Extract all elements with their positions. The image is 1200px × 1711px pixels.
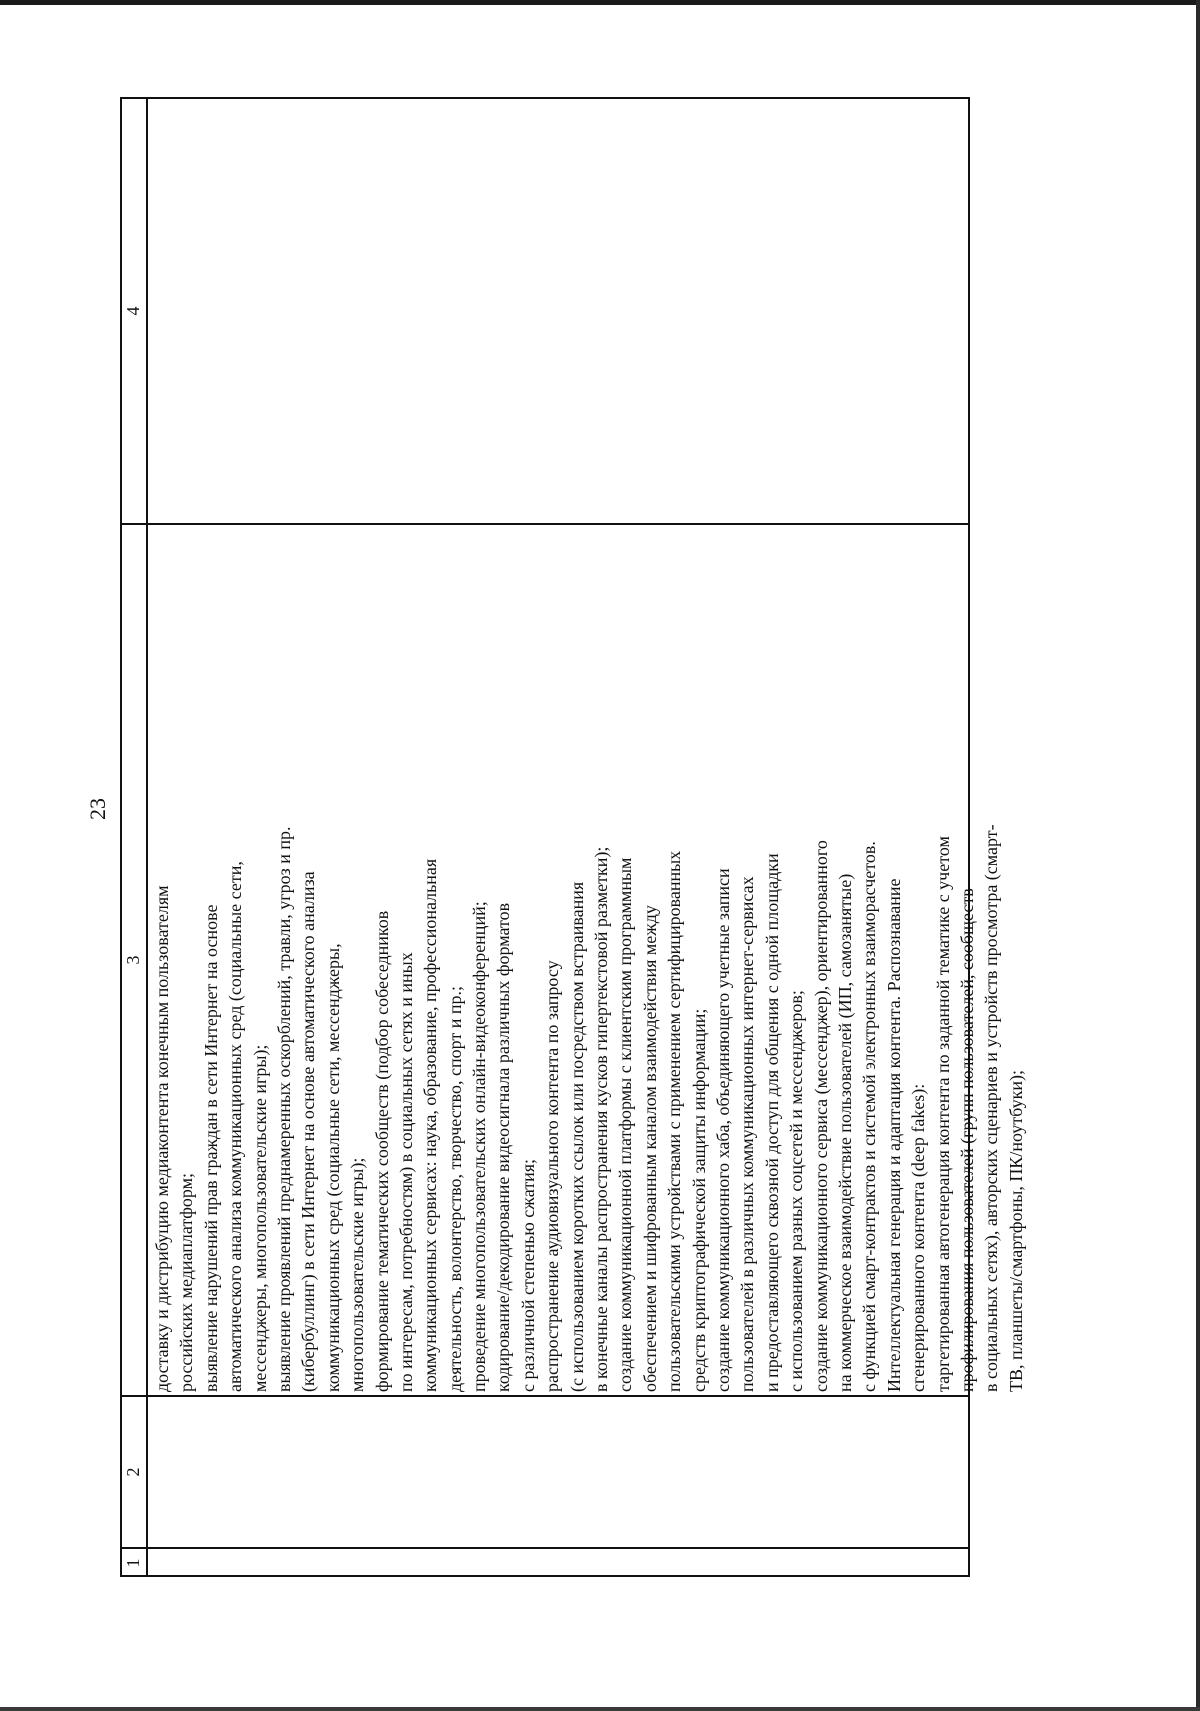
text-line: с использованием разных соцсетей и мессенджеров;: [786, 990, 807, 1392]
text-line: многопользовательские игры);: [347, 1157, 368, 1392]
text-line: деятельность, волонтерство, творчество, спорт и пр.;: [444, 986, 465, 1392]
column-divider: [120, 1395, 970, 1397]
text-line: выявление нарушений прав граждан в сети Интернет на основе: [200, 904, 221, 1392]
text-line: создание коммуникационного сервиса (мессенджер), ориентированного: [810, 840, 831, 1392]
column-header-4: 4: [123, 306, 143, 316]
text-line: формирование тематических сообществ (подбор собеседников: [371, 910, 392, 1392]
text-line: пользовательскими устройствами с применением сертифицированных: [664, 850, 685, 1392]
text-line: (кибербуллинг) в сети Интернет на основе автоматического анализа: [298, 871, 319, 1392]
text-line: и предоставляющего сквозной доступ для общения с одной площадки: [761, 853, 782, 1392]
text-line: коммуникационных сервисах: наука, образование, профессиональная: [420, 858, 441, 1392]
page-number: 23: [85, 798, 110, 820]
text-line: в конечные каналы распространения кусков гипертекстовой разметки);: [591, 846, 612, 1392]
text-line: автоматического анализа коммуникационных сред (социальные сети,: [225, 861, 246, 1392]
column-header-1: 1: [123, 1558, 143, 1568]
text-line: с функцией смарт-контрактов и системой электронных взаиморасчетов.: [859, 841, 880, 1392]
text-line: на коммерческое взаимодействие пользователей (ИП, самозанятые): [834, 873, 855, 1392]
column-header-3: 3: [123, 955, 143, 965]
text-line: профилирования пользователей (групп пользователей, сообществ: [956, 888, 977, 1392]
text-line: обеспечением и шифрованным каналом взаимодействия между: [639, 905, 660, 1392]
text-line: ТВ, планшеты/смартфоны, ПК/ноутбуки);: [1005, 1070, 1026, 1392]
text-line: сгенерированного контента (deep fakes):: [908, 1083, 929, 1392]
text-line: выявление проявлений преднамеренных оскорблений, травли, угроз и пр.: [273, 826, 294, 1392]
text-line: распространение аудиовизуального контента по запросу: [542, 960, 563, 1392]
column-3-text: [150, 532, 1028, 1392]
text-line: с различной степенью сжатия;: [517, 1158, 538, 1392]
text-line: создание коммуникационной платформы с клиентским программным: [615, 857, 636, 1392]
text-line: таргетированная автогенерация контента по заданной тематике с учетом: [932, 836, 953, 1392]
rotated-table: [120, 97, 1026, 1577]
text-line: доставку и дистрибуцию медиаконтента конечным пользователям: [152, 885, 172, 1392]
text-line: по интересам, потребностям) в социальных сетях и иных: [395, 952, 416, 1392]
text-line: мессенджеры, многопользовательские игры);: [249, 1044, 270, 1392]
text-line: проведение многопользовательских онлайн-видеоконференций;: [469, 901, 490, 1392]
column-header-2: 2: [123, 1467, 143, 1477]
column-divider: [120, 523, 970, 525]
text-line: Интеллектуальная генерация и адаптация контента. Распознавание: [883, 878, 904, 1392]
text-line: создание коммуникационного хаба, объединяющего учетные записи: [712, 868, 733, 1392]
text-line: средств криптографической защиты информации;: [688, 1008, 709, 1392]
column-divider: [120, 1547, 970, 1549]
text-line: коммуникационных сред (социальные сети, мессенджеры,: [322, 943, 343, 1392]
scan-edge-bottom: [0, 1707, 1200, 1711]
text-line: в социальных сетях), авторских сценариев и устройств просмотра (смарт-: [981, 824, 1002, 1392]
text-line: кодирование/декодирование видеосигнала различных форматов: [493, 902, 514, 1392]
text-line: российских медиаплатформ;: [176, 1172, 197, 1392]
text-line: пользователей в различных коммуникационных интернет-сервисах: [737, 876, 758, 1392]
text-line: (с использованием коротких ссылок или посредством встраивания: [566, 881, 587, 1392]
scan-edge-right: [1196, 0, 1200, 1711]
scan-edge-top: [0, 0, 1200, 5]
